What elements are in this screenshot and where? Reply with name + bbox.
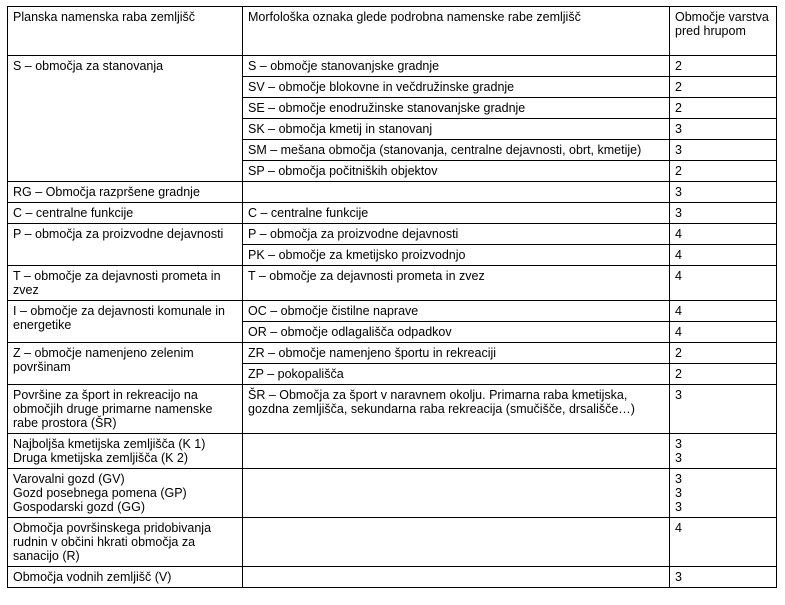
- noise-zone-value: 4: [675, 227, 682, 241]
- noise-zone-value: 2: [675, 101, 682, 115]
- noise-zone-value: 3: [675, 185, 682, 199]
- planned-use-text: Druga kmetijska zemljišča (K 2): [13, 451, 189, 465]
- noise-zone-value: 4: [675, 325, 682, 339]
- noise-zone-cell: [670, 98, 777, 119]
- morphological-code-cell: [243, 182, 670, 203]
- planned-use-cell: [8, 301, 243, 343]
- planned-use-text: Najboljša kmetijska zemljišča (K 1): [13, 437, 206, 451]
- noise-zone-value: 3: [675, 122, 682, 136]
- header-row: [8, 7, 777, 56]
- planned-use-text: Gospodarski gozd (GG): [13, 500, 145, 514]
- morphological-code-cell: SK – območja kmetij in stanovanj: [243, 119, 670, 140]
- noise-zone-value: 2: [675, 346, 682, 360]
- header-noise-zone: Območje varstva pred hrupom: [670, 7, 777, 56]
- morphological-code-cell: SM – mešana območja (stanovanja, centralne dejavnosti, obrt, kmetije): [243, 140, 670, 161]
- planned-use-text: I – območje za dejavnosti komunale in energetike: [13, 304, 225, 332]
- noise-zone-cell: [670, 77, 777, 98]
- land-use-table: [7, 6, 777, 588]
- planned-use-cell: [8, 182, 243, 203]
- noise-zone-value: 3: [675, 437, 682, 451]
- noise-zone-value: 4: [675, 269, 682, 283]
- morphological-code-cell: SP – območja počitniških objektov: [243, 161, 670, 182]
- noise-zone-value: 3: [675, 451, 682, 465]
- noise-zone-value: 3: [675, 206, 682, 220]
- table-row: [8, 224, 777, 245]
- morphological-code-cell: [243, 567, 670, 588]
- table-row: [8, 56, 777, 77]
- noise-zone-value: 2: [675, 367, 682, 381]
- table-row: [8, 518, 777, 567]
- planned-use-cell: [8, 518, 243, 567]
- planned-use-text: RG – Območja razpršene gradnje: [13, 185, 200, 199]
- noise-zone-cell: [670, 203, 777, 224]
- noise-zone-value: 3: [675, 500, 682, 514]
- planned-use-cell: [8, 434, 243, 469]
- morphological-code-cell: P – območja za proizvodne dejavnosti: [243, 224, 670, 245]
- noise-zone-cell: [670, 161, 777, 182]
- table-row: [8, 385, 777, 434]
- noise-zone-cell: [670, 119, 777, 140]
- noise-zone-cell: [670, 343, 777, 364]
- morphological-code-cell: T – območje za dejavnosti prometa in zvez: [243, 266, 670, 301]
- planned-use-cell: [8, 224, 243, 266]
- morphological-code-cell: [243, 434, 670, 469]
- planned-use-cell: [8, 343, 243, 385]
- table-row: [8, 469, 777, 518]
- table-row: [8, 434, 777, 469]
- morphological-code-cell: [243, 518, 670, 567]
- noise-zone-cell: [670, 224, 777, 245]
- morphological-code-cell: S – območje stanovanjske gradnje: [243, 56, 670, 77]
- planned-use-text: Gozd posebnega pomena (GP): [13, 486, 187, 500]
- noise-zone-cell: [670, 469, 777, 518]
- noise-zone-value: 4: [675, 304, 682, 318]
- noise-zone-value: 2: [675, 80, 682, 94]
- noise-zone-value: 4: [675, 521, 682, 535]
- noise-zone-cell: [670, 245, 777, 266]
- planned-use-text: Območja vodnih zemljišč (V): [13, 570, 172, 584]
- noise-zone-cell: [670, 518, 777, 567]
- planned-use-text: Površine za šport in rekreacijo na območjih druge primarne namenske rabe prostora (ŠR): [13, 388, 213, 430]
- noise-zone-cell: [670, 182, 777, 203]
- morphological-code-cell: PK – območje za kmetijsko proizvodnjo: [243, 245, 670, 266]
- planned-use-text: T – območje za dejavnosti prometa in zvez: [13, 269, 221, 297]
- header-morphological-code: Morfološka oznaka glede podrobna namenske rabe zemljišč: [243, 7, 670, 56]
- noise-zone-value: 2: [675, 59, 682, 73]
- planned-use-text: P – območja za proizvodne dejavnosti: [13, 227, 224, 241]
- planned-use-text: C – centralne funkcije: [13, 206, 134, 220]
- noise-zone-value: 3: [675, 570, 682, 584]
- morphological-code-cell: SV – območje blokovne in večdružinske gradnje: [243, 77, 670, 98]
- noise-zone-cell: [670, 56, 777, 77]
- noise-zone-value: 3: [675, 143, 682, 157]
- noise-zone-cell: [670, 301, 777, 322]
- noise-zone-value: 3: [675, 388, 682, 402]
- planned-use-text: S – območja za stanovanja: [13, 59, 164, 73]
- morphological-code-cell: ZP – pokopališča: [243, 364, 670, 385]
- noise-zone-cell: [670, 322, 777, 343]
- noise-zone-value: 2: [675, 164, 682, 178]
- morphological-code-cell: SE – območje enodružinske stanovanjske gradnje: [243, 98, 670, 119]
- planned-use-cell: [8, 385, 243, 434]
- noise-zone-cell: [670, 434, 777, 469]
- planned-use-cell: [8, 203, 243, 224]
- table-row: [8, 266, 777, 301]
- noise-zone-cell: [670, 385, 777, 434]
- morphological-code-cell: ZR – območje namenjeno športu in rekreaciji: [243, 343, 670, 364]
- morphological-code-cell: OR – območje odlagališča odpadkov: [243, 322, 670, 343]
- planned-use-text: Z – območje namenjeno zelenim površinam: [13, 346, 194, 374]
- table-body: [8, 7, 777, 588]
- noise-zone-cell: [670, 567, 777, 588]
- table-row: [8, 343, 777, 364]
- noise-zone-value: 4: [675, 248, 682, 262]
- planned-use-text: Varovalni gozd (GV): [13, 472, 125, 486]
- header-planned-use: Planska namenska raba zemljišč: [8, 7, 243, 56]
- planned-use-cell: [8, 567, 243, 588]
- table-row: [8, 301, 777, 322]
- morphological-code-cell: C – centralne funkcije: [243, 203, 670, 224]
- morphological-code-cell: [243, 469, 670, 518]
- planned-use-text: Območja površinskega pridobivanja rudnin v občini hkrati območja za sanacijo (R): [13, 521, 212, 563]
- noise-zone-cell: [670, 140, 777, 161]
- table-row: [8, 567, 777, 588]
- morphological-code-cell: ŠR – Območja za šport v naravnem okolju. Primarna raba kmetijska, gozdna zemljišča, sekundarna raba rekreacija (smučišče, drsališče…): [243, 385, 670, 434]
- noise-zone-value: 3: [675, 472, 682, 486]
- noise-zone-cell: [670, 364, 777, 385]
- table-row: [8, 203, 777, 224]
- planned-use-cell: [8, 56, 243, 182]
- planned-use-cell: [8, 266, 243, 301]
- planned-use-cell: [8, 469, 243, 518]
- noise-zone-cell: [670, 266, 777, 301]
- table-row: [8, 182, 777, 203]
- noise-zone-value: 3: [675, 486, 682, 500]
- morphological-code-cell: OC – območje čistilne naprave: [243, 301, 670, 322]
